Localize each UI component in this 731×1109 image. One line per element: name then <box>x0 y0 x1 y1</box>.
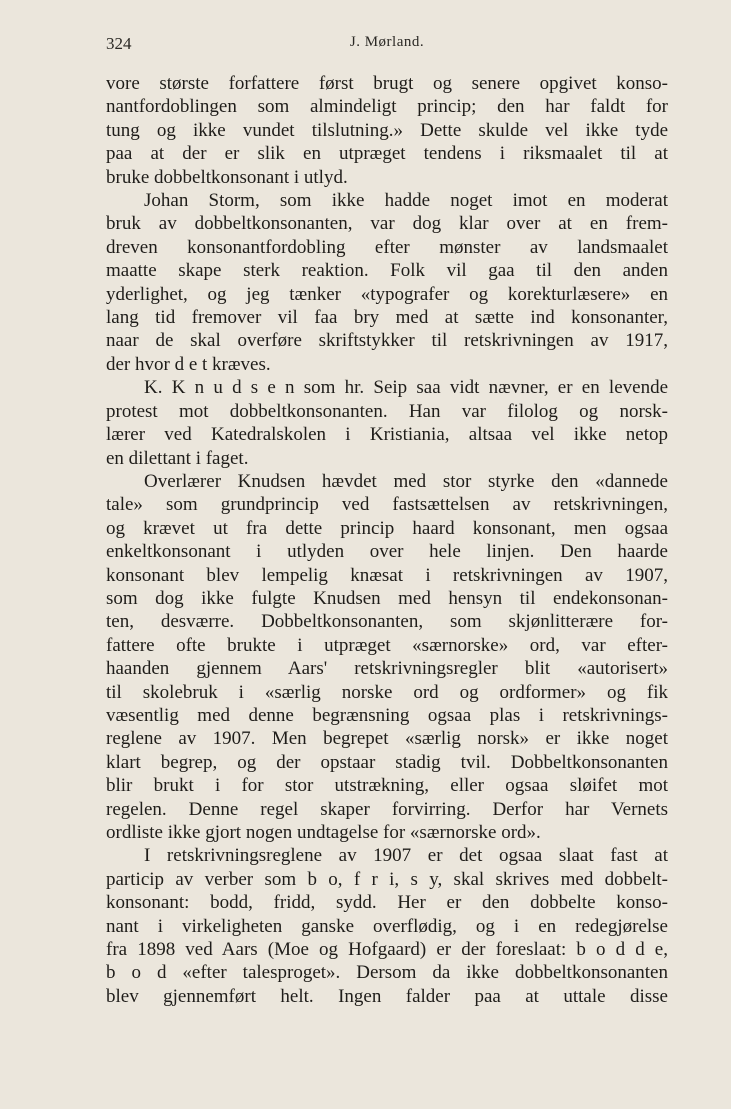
text-line: nant i virkeligheten ganske overflødig, og i en redegjørelse <box>106 915 668 937</box>
text-line: regelen. Denne regel skaper forvirring. Derfor har Vernets <box>106 798 668 820</box>
text-line: paa at der er slik en utpræget tendens i riksmaalet til at <box>106 143 668 165</box>
text-line: naar de skal overføre skriftstykker til retskrivningen av 1917, <box>106 330 668 352</box>
text-line: particip av verber som b o, f r i, s y, skal skrives med dobbelt- <box>106 868 668 890</box>
text-line: yderlighet, og jeg tænker «typografer og korekturlæsere» en <box>106 283 668 305</box>
text-line: nantfordoblingen som almindeligt princip; den har faldt for <box>106 96 668 118</box>
text-line: blir brukt i for stor utstrækning, eller ogsaa sløifet mot <box>106 775 668 797</box>
text-line: ordliste ikke gjort nogen undtagelse for «særnorske ord». <box>106 822 541 843</box>
text-line: haanden gjennem Aars' retskrivningsregler blit «autorisert» <box>106 658 668 680</box>
text-line: lang tid fremover vil faa bry med at sætte ind konsonanter, <box>106 307 668 329</box>
body-text <box>106 72 668 1008</box>
text-line: en dilettant i faget. <box>106 447 249 469</box>
text-line: klart begrep, og der opstaar stadig tvil. Dobbeltkonsonanten <box>106 751 668 773</box>
running-head <box>106 34 668 58</box>
text-line: tale» som grundprincip ved fastsættelsen av retskrivningen, <box>106 494 668 516</box>
text-line: reglene av 1907. Men begrepet «særlig norsk» er ikke noget <box>106 728 668 750</box>
text-line: konsonant blev lempelig knæsat i retskrivningen av 1907, <box>106 564 668 586</box>
text-line: K. K n u d s e n som hr. Seip saa vidt nævner, er en levende <box>144 377 668 399</box>
text-line: Overlærer Knudsen hævdet med stor styrke den «dannede <box>144 470 668 492</box>
text-line: fra 1898 ved Aars (Moe og Hofgaard) er der foreslaat: b o d d e, <box>106 939 668 961</box>
text-line: vore største forfattere først brugt og senere opgivet konso- <box>106 73 668 94</box>
text-line: tung og ikke vundet tilslutning.» Dette skulde vel ikke tyde <box>106 119 668 141</box>
text-line: fattere ofte brukte i utpræget «særnorske» ord, var efter- <box>106 634 668 656</box>
running-title: J. Mørland. <box>349 34 425 50</box>
text-line: blev gjennemført helt. Ingen falder paa at uttale disse <box>106 985 668 1007</box>
text-line: bruke dobbeltkonsonant i utlyd. <box>106 166 348 188</box>
text-line: lærer ved Katedralskolen i Kristiania, altsaa vel ikke netop <box>106 424 668 446</box>
text-line: til skolebruk i «særlig norske ord og ordformer» og fik <box>106 681 668 703</box>
text-line: væsentlig med denne begrænsning ogsaa plas i retskrivnings- <box>106 704 668 726</box>
text-line: ten, desværre. Dobbeltkonsonanten, som skjønlitterære for- <box>106 611 668 633</box>
text-line: konsonant: bodd, fridd, sydd. Her er den dobbelte konso- <box>106 892 668 914</box>
text-line: protest mot dobbeltkonsonanten. Han var filolog og norsk- <box>106 400 668 422</box>
text-line: bruk av dobbeltkonsonanten, var dog klar over at en frem- <box>106 213 668 235</box>
page-number: 324 <box>106 34 132 53</box>
text-line: b o d «efter talesproget». Dersom da ikke dobbeltkonsonanten <box>106 962 668 984</box>
text-line: maatte skape sterk reaktion. Folk vil gaa til den anden <box>106 260 668 282</box>
text-line: dreven konsonantfordobling efter mønster av landsmaalet <box>106 236 668 258</box>
text-line: Johan Storm, som ikke hadde noget imot en moderat <box>144 190 668 212</box>
text-line: enkeltkonsonant i utlyden over hele linjen. Den haarde <box>106 541 668 563</box>
text-line: I retskrivningsreglene av 1907 er det ogsaa slaat fast at <box>144 845 668 867</box>
text-line: og krævet ut fra dette princip haard konsonant, men ogsaa <box>106 517 668 539</box>
text-line: som dog ikke fulgte Knudsen med hensyn til endekonsonan- <box>106 587 668 609</box>
text-line: der hvor d e t kræves. <box>106 353 271 375</box>
